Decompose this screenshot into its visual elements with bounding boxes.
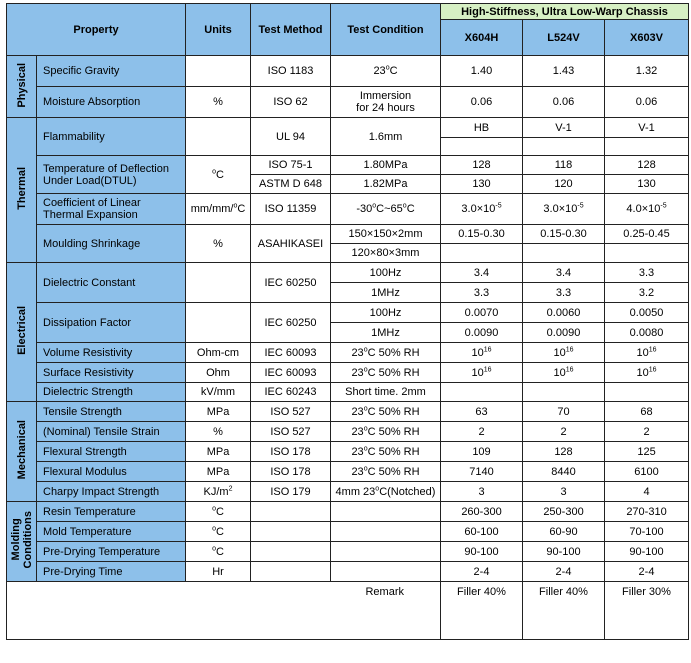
method-cell: ISO 11359 <box>251 194 331 225</box>
value-cell: 3 <box>441 482 523 502</box>
value-cell: 1.43 <box>523 56 605 87</box>
grade-header-x604h: X604H <box>441 20 523 56</box>
units-cell: kV/mm <box>186 383 251 402</box>
condition-cell: 1.80MPa <box>331 156 441 175</box>
value-cell: 3.4 <box>441 263 523 283</box>
condition-cell <box>331 502 441 522</box>
value-cell: 2 <box>441 422 523 442</box>
value-cell: 90-100 <box>441 542 523 562</box>
value-cell: 60-100 <box>441 522 523 542</box>
value-cell: V-1 <box>605 118 689 138</box>
units-cell <box>186 263 251 303</box>
method-cell: IEC 60093 <box>251 363 331 383</box>
condition-cell: 100Hz <box>331 303 441 323</box>
method-cell <box>251 522 331 542</box>
remark-label: Remark <box>7 582 441 640</box>
method-cell <box>251 562 331 582</box>
property-clte: Coefficient of Linear Thermal Expansion <box>37 194 186 225</box>
units-cell: $^o$C <box>186 156 251 194</box>
value-cell: 60-90 <box>523 522 605 542</box>
method-cell: IEC 60250 <box>251 263 331 303</box>
condition-cell: 23$^o$C 50% RH <box>331 422 441 442</box>
condition-cell: 23$^o$C 50% RH <box>331 462 441 482</box>
method-cell: ISO 75-1 <box>251 156 331 175</box>
condition-cell: Short time. 2mm <box>331 383 441 402</box>
method-cell: ISO 178 <box>251 462 331 482</box>
method-cell: ISO 178 <box>251 442 331 462</box>
value-cell: 3.3 <box>441 283 523 303</box>
value-cell: 90-100 <box>605 542 689 562</box>
property-mold-temperature: Mold Temperature <box>37 522 186 542</box>
units-cell: Ohm <box>186 363 251 383</box>
value-cell: 0.06 <box>605 87 689 118</box>
value-cell: $10^{16}$ <box>605 363 689 383</box>
property-moisture-absorption: Moisture Absorption <box>37 87 186 118</box>
property-header: Property <box>7 4 186 56</box>
method-cell: ISO 527 <box>251 402 331 422</box>
value-cell: 270-310 <box>605 502 689 522</box>
value-cell: 0.0060 <box>523 303 605 323</box>
value-cell: 0.25-0.45 <box>605 225 689 244</box>
condition-cell: 1.6mm <box>331 118 441 156</box>
condition-cell: 23$^o$C <box>331 56 441 87</box>
value-cell: 2 <box>605 422 689 442</box>
property-moulding-shrinkage: Moulding Shrinkage <box>37 225 186 263</box>
units-cell: MPa <box>186 462 251 482</box>
method-cell: ISO 527 <box>251 422 331 442</box>
value-cell: 68 <box>605 402 689 422</box>
method-cell: ASAHIKASEI <box>251 225 331 263</box>
value-cell: 3.4 <box>523 263 605 283</box>
grade-group-header: High-Stiffness, Ultra Low-Warp Chassis <box>441 4 689 20</box>
value-cell: 0.0090 <box>523 323 605 343</box>
value-cell: 8440 <box>523 462 605 482</box>
value-cell: 125 <box>605 442 689 462</box>
value-cell: 63 <box>441 402 523 422</box>
property-dielectric-strength: Dielectric Strength <box>37 383 186 402</box>
value-cell: $3.0\times 10^{-5}$ <box>523 194 605 225</box>
method-cell <box>251 542 331 562</box>
value-cell: 130 <box>441 175 523 194</box>
property-flexural-strength: Flexural Strength <box>37 442 186 462</box>
property-tensile-strain: (Nominal) Tensile Strain <box>37 422 186 442</box>
property-volume-resistivity: Volume Resistivity <box>37 343 186 363</box>
method-cell: ISO 179 <box>251 482 331 502</box>
property-charpy-impact-strength: Charpy Impact Strength <box>37 482 186 502</box>
value-cell: 250-300 <box>523 502 605 522</box>
value-cell: 128 <box>441 156 523 175</box>
condition-cell <box>331 542 441 562</box>
value-cell: 6100 <box>605 462 689 482</box>
units-cell: $^o$C <box>186 542 251 562</box>
property-predrying-time: Pre-Drying Time <box>37 562 186 582</box>
units-cell: $^o$C <box>186 522 251 542</box>
value-cell: 3.3 <box>605 263 689 283</box>
value-cell: 3 <box>523 482 605 502</box>
value-cell: 4 <box>605 482 689 502</box>
units-cell: Hr <box>186 562 251 582</box>
category-mechanical: Mechanical <box>7 402 37 502</box>
units-cell: % <box>186 225 251 263</box>
remark-cell: Filler 40% <box>441 582 523 640</box>
category-molding-conditions: Molding Conditions <box>7 502 37 582</box>
value-cell: 1.40 <box>441 56 523 87</box>
property-resin-temperature: Resin Temperature <box>37 502 186 522</box>
test-condition-header: Test Condition <box>331 4 441 56</box>
condition-cell: 23$^o$C 50% RH <box>331 402 441 422</box>
property-dtul: Temperature of Deflection Under Load(DTUL) <box>37 156 186 194</box>
property-dissipation-factor: Dissipation Factor <box>37 303 186 343</box>
value-cell <box>605 383 689 402</box>
method-cell <box>251 502 331 522</box>
category-electrical: Electrical <box>7 263 37 402</box>
properties-table <box>6 3 689 640</box>
remark-cell: Filler 40% <box>523 582 605 640</box>
value-cell: 0.15-0.30 <box>523 225 605 244</box>
condition-cell: 1MHz <box>331 283 441 303</box>
value-cell: 3.3 <box>523 283 605 303</box>
property-tensile-strength: Tensile Strength <box>37 402 186 422</box>
test-method-header: Test Method <box>251 4 331 56</box>
condition-cell: Immersion for 24 hours <box>331 87 441 118</box>
value-cell: $10^{16}$ <box>441 343 523 363</box>
value-cell: 120 <box>523 175 605 194</box>
method-cell: IEC 60243 <box>251 383 331 402</box>
units-cell <box>186 118 251 156</box>
value-cell: 128 <box>605 156 689 175</box>
condition-cell <box>331 522 441 542</box>
value-cell: 128 <box>523 442 605 462</box>
method-cell: IEC 60250 <box>251 303 331 343</box>
value-cell <box>605 138 689 156</box>
condition-cell: 23$^o$C 50% RH <box>331 442 441 462</box>
value-cell: $10^{16}$ <box>523 343 605 363</box>
condition-cell: 150×150×2mm <box>331 225 441 244</box>
condition-cell: 100Hz <box>331 263 441 283</box>
value-cell <box>441 138 523 156</box>
value-cell: 0.15-0.30 <box>441 225 523 244</box>
units-cell: MPa <box>186 442 251 462</box>
category-thermal: Thermal <box>7 118 37 263</box>
condition-cell: 4mm 23$^o$C(Notched) <box>331 482 441 502</box>
units-cell: mm/mm/$^o$C <box>186 194 251 225</box>
value-cell: $4.0\times 10^{-5}$ <box>605 194 689 225</box>
value-cell: 118 <box>523 156 605 175</box>
value-cell: 260-300 <box>441 502 523 522</box>
value-cell: 0.0090 <box>441 323 523 343</box>
value-cell: 0.06 <box>523 87 605 118</box>
grade-header-x603v: X603V <box>605 20 689 56</box>
value-cell <box>523 138 605 156</box>
value-cell: V-1 <box>523 118 605 138</box>
method-cell: ISO 1183 <box>251 56 331 87</box>
method-cell: IEC 60093 <box>251 343 331 363</box>
value-cell: 2-4 <box>441 562 523 582</box>
value-cell: 90-100 <box>523 542 605 562</box>
value-cell: 2-4 <box>605 562 689 582</box>
value-cell: 2 <box>523 422 605 442</box>
units-cell: $^o$C <box>186 502 251 522</box>
property-flexural-modulus: Flexural Modulus <box>37 462 186 482</box>
value-cell: 7140 <box>441 462 523 482</box>
property-specific-gravity: Specific Gravity <box>37 56 186 87</box>
units-cell: % <box>186 422 251 442</box>
value-cell: 109 <box>441 442 523 462</box>
value-cell: 0.06 <box>441 87 523 118</box>
value-cell: $10^{16}$ <box>523 363 605 383</box>
value-cell <box>441 244 523 263</box>
value-cell: 1.32 <box>605 56 689 87</box>
grade-header-l524v: L524V <box>523 20 605 56</box>
value-cell: 70-100 <box>605 522 689 542</box>
units-header: Units <box>186 4 251 56</box>
remark-cell: Filler 30% <box>605 582 689 640</box>
value-cell: 0.0050 <box>605 303 689 323</box>
units-cell: % <box>186 87 251 118</box>
value-cell: $3.0\times 10^{-5}$ <box>441 194 523 225</box>
value-cell <box>523 244 605 263</box>
units-cell: MPa <box>186 402 251 422</box>
condition-cell: 1MHz <box>331 323 441 343</box>
value-cell: $10^{16}$ <box>605 343 689 363</box>
units-cell: Ohm-cm <box>186 343 251 363</box>
value-cell: $10^{16}$ <box>441 363 523 383</box>
condition-cell <box>331 562 441 582</box>
value-cell: 0.0070 <box>441 303 523 323</box>
condition-cell: 23$^o$C 50% RH <box>331 363 441 383</box>
value-cell <box>523 383 605 402</box>
value-cell: 0.0080 <box>605 323 689 343</box>
condition-cell: 120×80×3mm <box>331 244 441 263</box>
property-surface-resistivity: Surface Resistivity <box>37 363 186 383</box>
value-cell: 130 <box>605 175 689 194</box>
condition-cell: -30$^o$C~65$^o$C <box>331 194 441 225</box>
method-cell: ASTM D 648 <box>251 175 331 194</box>
units-cell: $KJ/m^2$ <box>186 482 251 502</box>
value-cell <box>605 244 689 263</box>
value-cell: 2-4 <box>523 562 605 582</box>
property-flammability: Flammability <box>37 118 186 156</box>
value-cell: 70 <box>523 402 605 422</box>
method-cell: ISO 62 <box>251 87 331 118</box>
method-cell: UL 94 <box>251 118 331 156</box>
property-predrying-temperature: Pre-Drying Temperature <box>37 542 186 562</box>
condition-cell: 1.82MPa <box>331 175 441 194</box>
value-cell <box>441 383 523 402</box>
value-cell: 3.2 <box>605 283 689 303</box>
property-dielectric-constant: Dielectric Constant <box>37 263 186 303</box>
condition-cell: 23$^o$C 50% RH <box>331 343 441 363</box>
value-cell: HB <box>441 118 523 138</box>
units-cell <box>186 56 251 87</box>
units-cell <box>186 303 251 343</box>
category-physical: Physical <box>7 56 37 118</box>
